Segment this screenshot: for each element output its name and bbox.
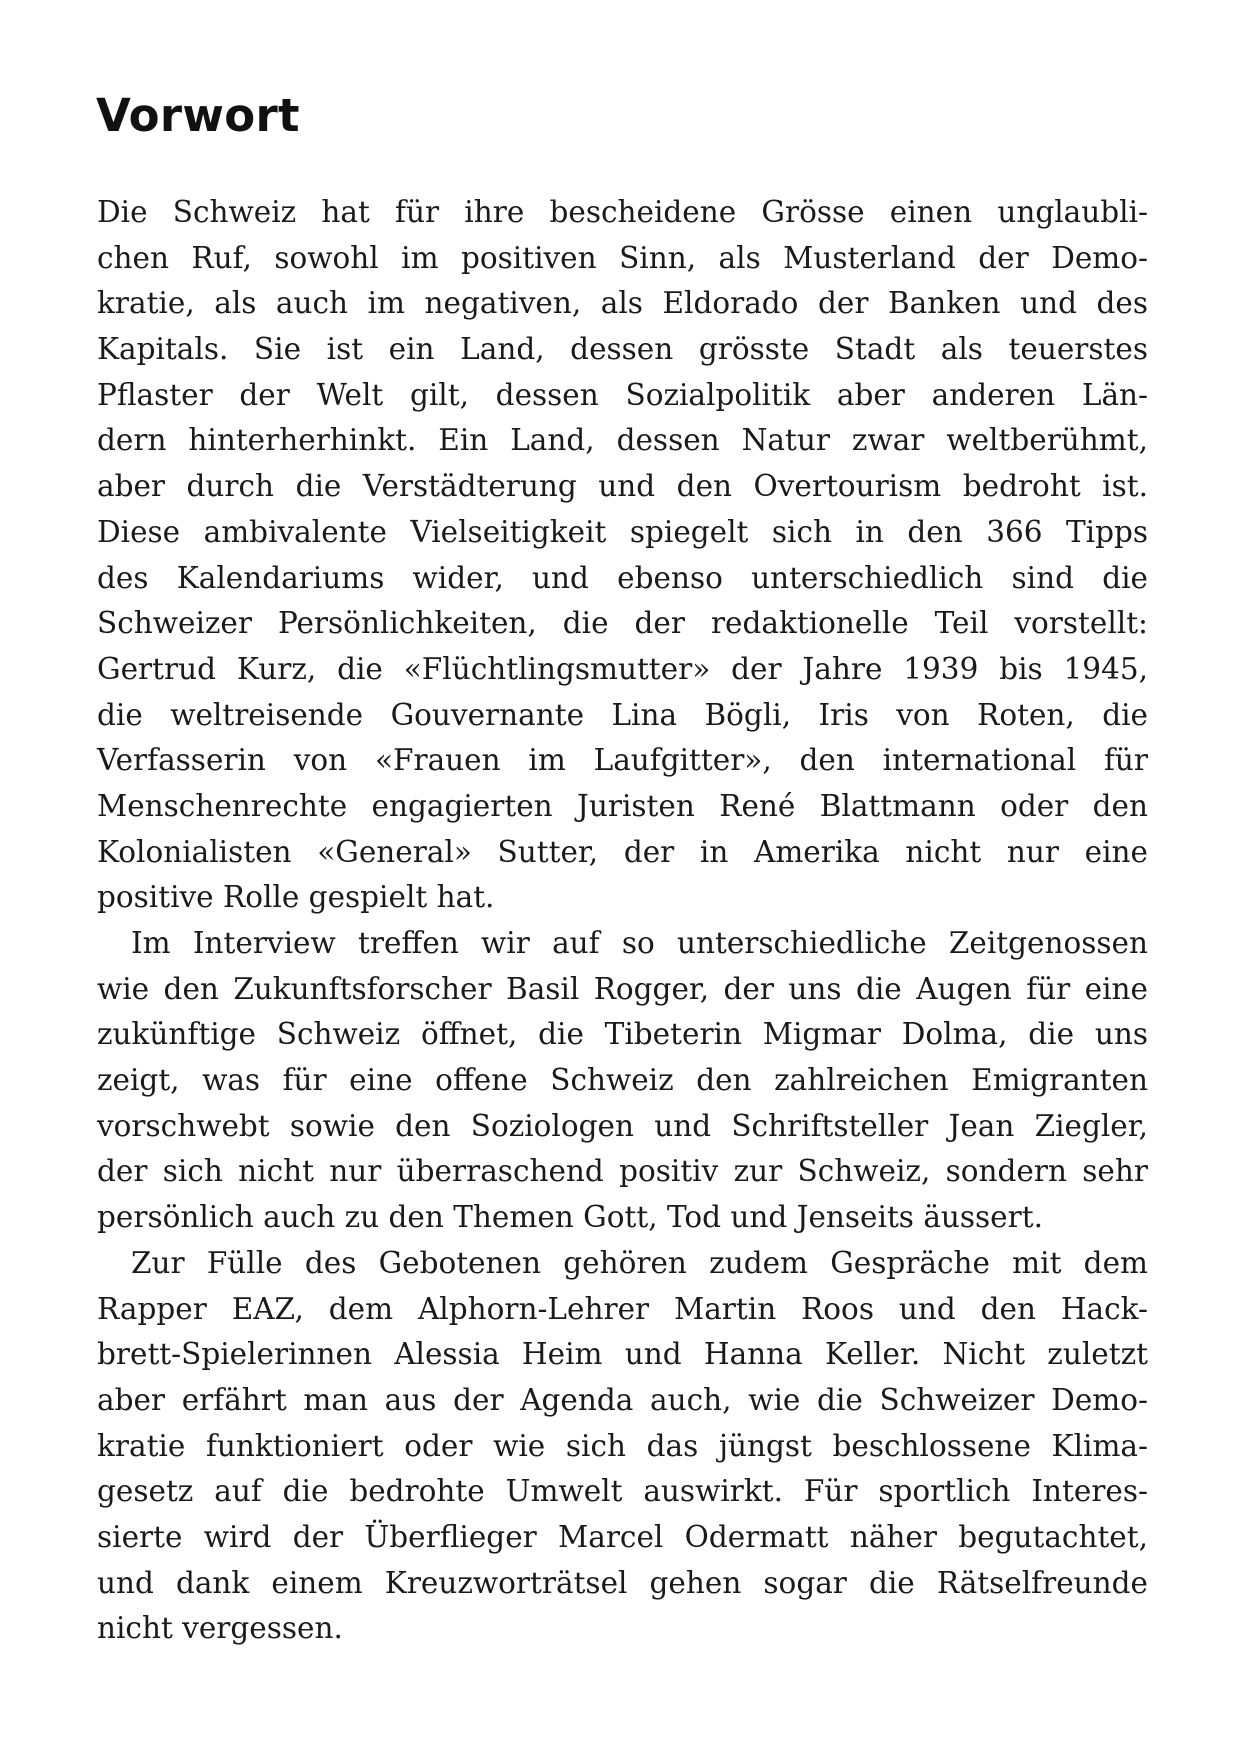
text-line: positive Rolle gespielt hat.	[97, 880, 495, 915]
text-line: dern hinterherhinkt. Ein Land, dessen Natur zwar weltberühmt,	[97, 423, 1148, 458]
text-line: sierte wird der Überflieger Marcel Odermatt näher begutachtet,	[97, 1519, 1148, 1554]
text-line: Im Interview treffen wir auf so unterschiedliche Zeitgenossen	[131, 926, 1148, 960]
text-line: die weltreisende Gouvernante Lina Bögli, Iris von Roten, die	[97, 697, 1148, 732]
text-line: nicht vergessen.	[97, 1611, 343, 1646]
text-line: wie den Zukunftsforscher Basil Rogger, der uns die Augen für eine	[97, 971, 1148, 1006]
text-line: und dank einem Kreuzworträtsel gehen sogar die Rätselfreunde	[97, 1565, 1148, 1600]
text-line: aber erfährt man aus der Agenda auch, wie die Schweizer Demo-	[97, 1382, 1148, 1417]
text-line: Schweizer Persönlichkeiten, die der redaktionelle Teil vorstellt:	[97, 606, 1148, 641]
text-line: Verfasserin von «Frauen im Laufgitter», den international für	[97, 743, 1148, 778]
text-line: kratie funktioniert oder wie sich das jüngst beschlossene Klima-	[97, 1428, 1148, 1463]
text-line: Gertrud Kurz, die «Flüchtlingsmutter» der Jahre 1939 bis 1945,	[97, 651, 1148, 686]
text-line: gesetz auf die bedrohte Umwelt auswirkt. Für sportlich Interes-	[97, 1474, 1148, 1509]
text-line: des Kalendariums wider, und ebenso unterschiedlich sind die	[97, 560, 1148, 595]
text-line: persönlich auch zu den Themen Gott, Tod und Jenseits äussert.	[97, 1200, 1043, 1235]
text-line: Diese ambivalente Vielseitigkeit spiegelt sich in den 366 Tipps	[97, 514, 1148, 549]
paragraph	[97, 1241, 1148, 1652]
text-line: chen Ruf, sowohl im positiven Sinn, als Musterland der Demo-	[97, 240, 1148, 275]
text-line: kratie, als auch im negativen, als Eldorado der Banken und des	[97, 286, 1148, 321]
page-title: Vorwort	[96, 89, 300, 142]
text-line: Pflaster der Welt gilt, dessen Sozialpolitik aber anderen Län-	[97, 377, 1148, 412]
paragraph	[97, 921, 1148, 1241]
text-line: brett-Spielerinnen Alessia Heim und Hanna Keller. Nicht zuletzt	[97, 1337, 1148, 1372]
paragraph	[97, 190, 1148, 921]
text-line: Kapitals. Sie ist ein Land, dessen grösste Stadt als teuerstes	[97, 332, 1148, 367]
text-line: der sich nicht nur überraschend positiv zur Schweiz, sondern sehr	[97, 1154, 1148, 1189]
text-line: Die Schweiz hat für ihre bescheidene Grösse einen unglaubli-	[97, 195, 1148, 229]
text-line: Kolonialisten «General» Sutter, der in Amerika nicht nur eine	[97, 834, 1148, 869]
text-line: Rapper EAZ, dem Alphorn-Lehrer Martin Roos und den Hack-	[97, 1291, 1148, 1326]
text-line: Menschenrechte engagierten Juristen René Blattmann oder den	[97, 788, 1148, 823]
text-line: aber durch die Verstädterung und den Overtourism bedroht ist.	[97, 469, 1148, 504]
text-line: Zur Fülle des Gebotenen gehören zudem Gespräche mit dem	[131, 1245, 1148, 1280]
text-line: zukünftige Schweiz öffnet, die Tibeterin Migmar Dolma, die uns	[97, 1017, 1148, 1052]
text-line: vorschwebt sowie den Soziologen und Schriftsteller Jean Ziegler,	[97, 1108, 1148, 1143]
text-line: zeigt, was für eine offene Schweiz den zahlreichen Emigranten	[97, 1063, 1148, 1098]
body-text	[97, 190, 1148, 1652]
